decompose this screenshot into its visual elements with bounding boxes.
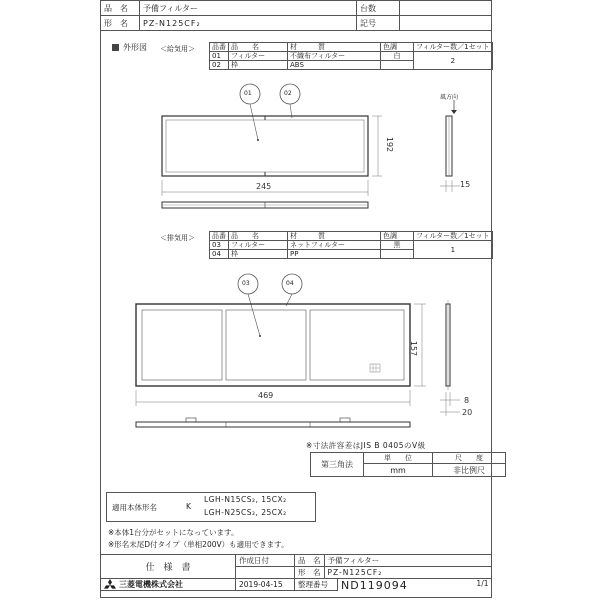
outline-title-text: 外形図 [123, 43, 147, 52]
supply-parts-table [209, 42, 493, 70]
cell: 2 [414, 52, 493, 70]
cell: 黒 [381, 241, 414, 250]
col-count: フィルター数／1セット [414, 43, 493, 52]
applicable-mark: K [186, 502, 191, 511]
dim-15: 15 [460, 180, 471, 189]
cell: 03 [210, 241, 229, 250]
col-count: フィルター数／1セット [414, 232, 493, 241]
applicable-label: 適用本体形名 [112, 503, 157, 512]
page-number: 1/1 [476, 579, 489, 588]
exhaust-parts-table [209, 231, 493, 259]
product-name-label: 品 名 [101, 1, 140, 16]
quantity-label: 台数 [357, 1, 400, 16]
cell: 01 [210, 52, 229, 61]
number-label: 整理番号 [295, 579, 338, 591]
cell [381, 250, 414, 259]
footer-name: 予備フィルター [324, 555, 492, 567]
unit-label: 単 位 [364, 453, 433, 464]
cell: 04 [210, 250, 229, 259]
col-material: 材 質 [288, 43, 381, 52]
col-name: 品 名 [229, 43, 288, 52]
cell: ネットフィルター [288, 241, 381, 250]
scale-value: 非比例尺 [433, 464, 506, 477]
col-name: 品 名 [229, 232, 288, 241]
scale-label: 尺 度 [433, 453, 506, 464]
col-no: 品番 [210, 232, 229, 241]
cell: 1 [414, 241, 493, 259]
airflow-label: 風方向 [440, 94, 459, 101]
note-2: ※形名末尾D付タイプ（単相200V）も適用できます。 [108, 540, 289, 549]
callout-03: 03 [242, 280, 250, 287]
product-name: 予備フィルター [140, 1, 357, 16]
model-label: 形 名 [101, 16, 140, 31]
cell: 白 [381, 52, 414, 61]
cell: 枠 [229, 250, 288, 259]
callout-02: 02 [284, 90, 292, 97]
exhaust-label: ＜排気用＞ [160, 234, 195, 242]
supply-bottom-view [160, 200, 380, 212]
cell: 02 [210, 61, 229, 70]
cell: PP [288, 250, 381, 259]
exhaust-bottom-view [130, 416, 420, 432]
projection-table [310, 452, 506, 477]
cell: フィルター [229, 52, 288, 61]
applicable-model-1: LGH-N15CS₂, 15CX₂ [204, 495, 287, 504]
note-1: ※本体1台分がセットになっています。 [108, 528, 239, 537]
col-no: 品番 [210, 43, 229, 52]
supply-label: ＜給気用＞ [160, 45, 195, 53]
callout-01: 01 [244, 90, 252, 97]
table-row [210, 241, 493, 250]
col-color: 色調 [381, 232, 414, 241]
supply-filter-drawing [150, 80, 480, 215]
footer-table [100, 554, 492, 591]
name-label: 品 名 [295, 555, 325, 567]
quantity-value [400, 1, 492, 16]
cell: フィルター [229, 241, 288, 250]
exhaust-filter-drawing [130, 270, 475, 420]
company-name: 三菱電機株式会社 [119, 580, 183, 589]
date-label: 作成日付 [236, 555, 295, 567]
dim-245: 245 [256, 182, 272, 191]
dim-8: 8 [464, 396, 470, 405]
col-material: 材 質 [288, 232, 381, 241]
tolerance-note: ※寸法許容差はJIS B 0405のV級 [306, 441, 426, 450]
mitsubishi-logo-icon [104, 579, 116, 590]
footer-date: 2019-04-15 [236, 579, 295, 591]
cell: ABS [288, 61, 381, 70]
unit-value: mm [364, 464, 433, 477]
footer-number: ND119094 [341, 579, 408, 590]
model-label-footer: 形 名 [295, 567, 325, 579]
dim-469: 469 [258, 391, 274, 400]
symbol-value [400, 16, 492, 31]
applicable-model-2: LGH-N25CS₂, 25CX₂ [204, 508, 287, 517]
callout-04: 04 [286, 280, 294, 287]
header-table [100, 0, 492, 31]
dim-157: 157 [409, 340, 419, 357]
outline-title [112, 42, 147, 53]
square-icon [112, 44, 119, 51]
cell: 不織布フィルター [288, 52, 381, 61]
footer-model: PZ-N125CF₂ [324, 567, 492, 579]
symbol-label: 記号 [357, 16, 400, 31]
col-color: 色調 [381, 43, 414, 52]
table-row [210, 52, 493, 61]
dim-20: 20 [462, 408, 473, 417]
doc-type: 仕 様 書 [101, 555, 236, 579]
model-value: PZ-N125CF₂ [140, 16, 357, 31]
cell: 枠 [229, 61, 288, 70]
projection-method: 第三角法 [311, 453, 364, 477]
dim-192: 192 [385, 136, 395, 153]
cell [381, 61, 414, 70]
